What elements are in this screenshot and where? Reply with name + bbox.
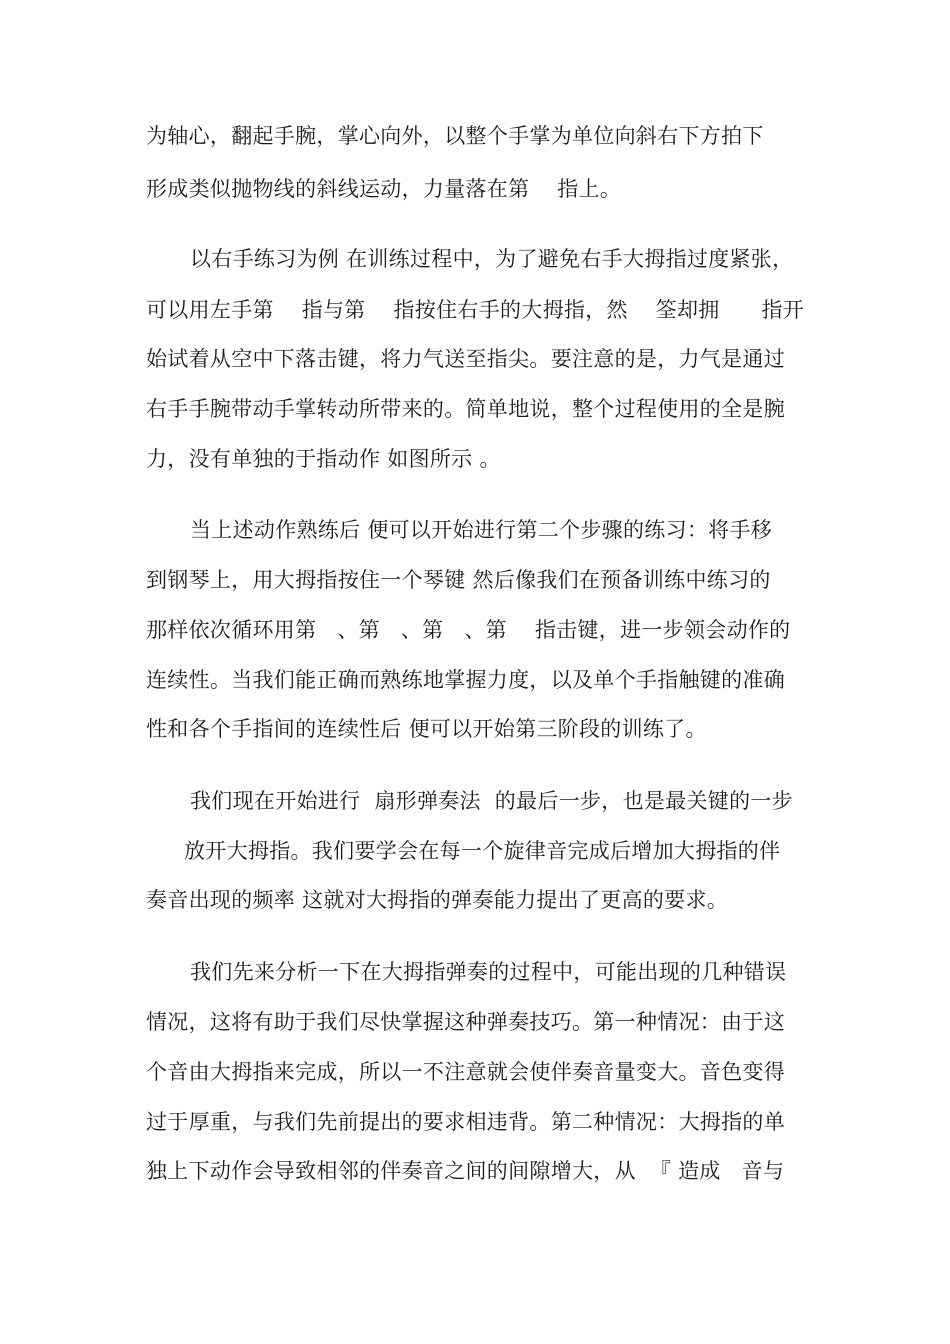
text-line: 形成类似抛物线的斜线运动，力量落在第 指上。	[146, 177, 622, 201]
text-line: 那样依次循环用第 、第 、第 、第 指击键，进一步领会动作的	[146, 618, 791, 642]
text-line: 当上述动作熟练后 便可以开始进行第二个步骤的练习：将手移	[190, 518, 773, 542]
text-line: 过于厚重，与我们先前提出的要求相违背。第二种情况：大拇指的单	[146, 1110, 785, 1134]
text-line: 我们现在开始进行 扇形弹奏法 的最后一步，也是最关键的一步	[190, 789, 793, 813]
text-line: 始试着从空中下落击键，将力气送至指尖。要注意的是，力气是通过	[146, 347, 785, 371]
text-line: 我们先来分析一下在大拇指弹奏的过程中，可能出现的几种错误	[190, 960, 787, 984]
text-line: 以右手练习为例 在训练过程中，为了避免右手大拇指过度紧张，	[190, 247, 794, 271]
text-line: 到钢琴上，用大拇指按住一个琴键 然后像我们在预备训练中练习的	[146, 568, 771, 592]
text-line: 为轴心，翻起手腕，掌心向外，以整个手掌为单位向斜右下方拍下	[146, 124, 764, 148]
text-line: 力，没有单独的于指动作 如图所示 。	[146, 447, 501, 471]
text-line: 放开大拇指。我们要学会在每一个旋律音完成后增加大拇指的伴	[184, 839, 781, 863]
text-line: 性和各个手指间的连续性后 便可以开始第三阶段的训练了。	[146, 717, 707, 741]
text-line: 可以用左手第 指与第 指按住右手的大拇指，然 筌却拥 指开	[146, 298, 805, 322]
text-line: 个音由大拇指来完成，所以一不注意就会使伴奏音量变大。音色变得	[146, 1060, 785, 1084]
text-line: 右手手腕带动手掌转动所带来的。简单地说，整个过程使用的全是腕	[146, 397, 785, 421]
text-line: 情况，这将有助于我们尽快掌握这种弹奏技巧。第一种情况：由于这	[146, 1010, 785, 1034]
text-line: 奏音出现的频率 这就对大拇指的弹奏能力提出了更高的要求。	[146, 888, 729, 912]
text-line: 连续性。当我们能正确而熟练地掌握力度，以及单个手指触键的准确	[146, 668, 785, 692]
text-line: 独上下动作会导致相邻的伴奏音之间的间隙增大，从 『 造成 音与	[146, 1159, 785, 1183]
